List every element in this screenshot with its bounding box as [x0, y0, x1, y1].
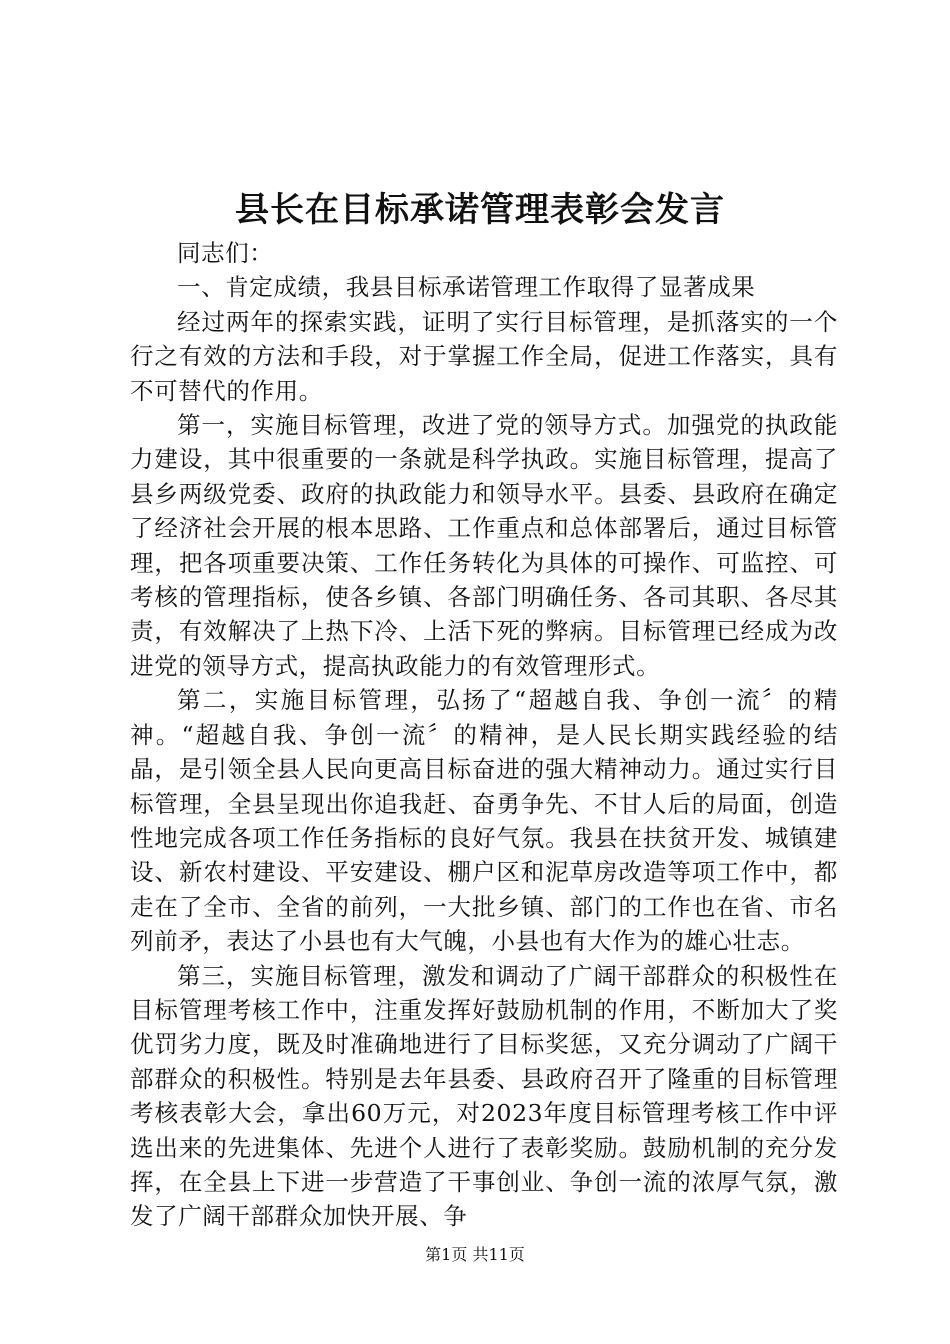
paragraph: 经过两年的探索实践，证明了实行目标管理，是抓落实的一个行之有效的方法和手段，对于掌握工作全局，促进工作落实，具有不可替代的作用。 — [130, 307, 838, 405]
document-title: 县长在目标承诺管理表彰会发言 — [235, 190, 725, 230]
paragraph: 第三，实施目标管理，激发和调动了广阔干部群众的积极性在目标管理考核工作中，注重发挥好鼓励机制的作用，不断加大了奖优罚劣力度，既及时准确地进行了目标奖惩，又充分调动了广阔干部群众的积极性。特别是去年县委、县政府召开了隆重的目标管理考核表彰大会，拿出60万元，对2023年度目标管理考核工作中评选出来的先进集体、先进个人进行了表彰奖励。鼓励机制的充分发挥，在全县上下进一步营造了干事创业、争创一流的浓厚气氛，激发了广阔干部群众加快开展、争 — [130, 961, 838, 1231]
paragraph: 第二，实施目标管理，弘扬了“超越自我、争创一流〞的精神。“超越自我、争创一流〞的精神，是人民长期实践经验的结晶，是引领全县人民向更高目标奋进的强大精神动力。通过实行目标管理，全县呈现出你追我赶、奋勇争先、不甘人后的局面，创造性地完成各项工作任务指标的良好气氛。我县在扶贫开发、城镇建设、新农村建设、平安建设、棚户区和泥草房改造等项工作中，都走在了全市、全省的前列，一大批乡镇、部门的工作也在省、市名列前矛，表达了小县也有大气魄，小县也有大作为的雄心壮志。 — [130, 686, 838, 956]
section-heading: 一、肯定成绩，我县目标承诺管理工作取得了显著成果 — [177, 273, 756, 302]
page-footer: 第1页 共11页 — [425, 1245, 525, 1264]
document-body — [130, 236, 838, 1234]
paragraph: 第一，实施目标管理，改进了党的领导方式。加强党的执政能力建设，其中很重要的一条就是科学执政。实施目标管理，提高了县乡两级党委、政府的执政能力和领导水平。县委、县政府在确定了经济社会开展的根本思路、工作重点和总体部署后，通过目标管理，把各项重要决策、工作任务转化为具体的可操作、可监控、可考核的管理指标，使各乡镇、各部门明确任务、各司其职、各尽其责，有效解决了上热下冷、上活下死的弊病。目标管理已经成为改进党的领导方式，提高执政能力的有效管理形式。 — [130, 411, 838, 680]
salutation: 同志们： — [177, 239, 274, 267]
